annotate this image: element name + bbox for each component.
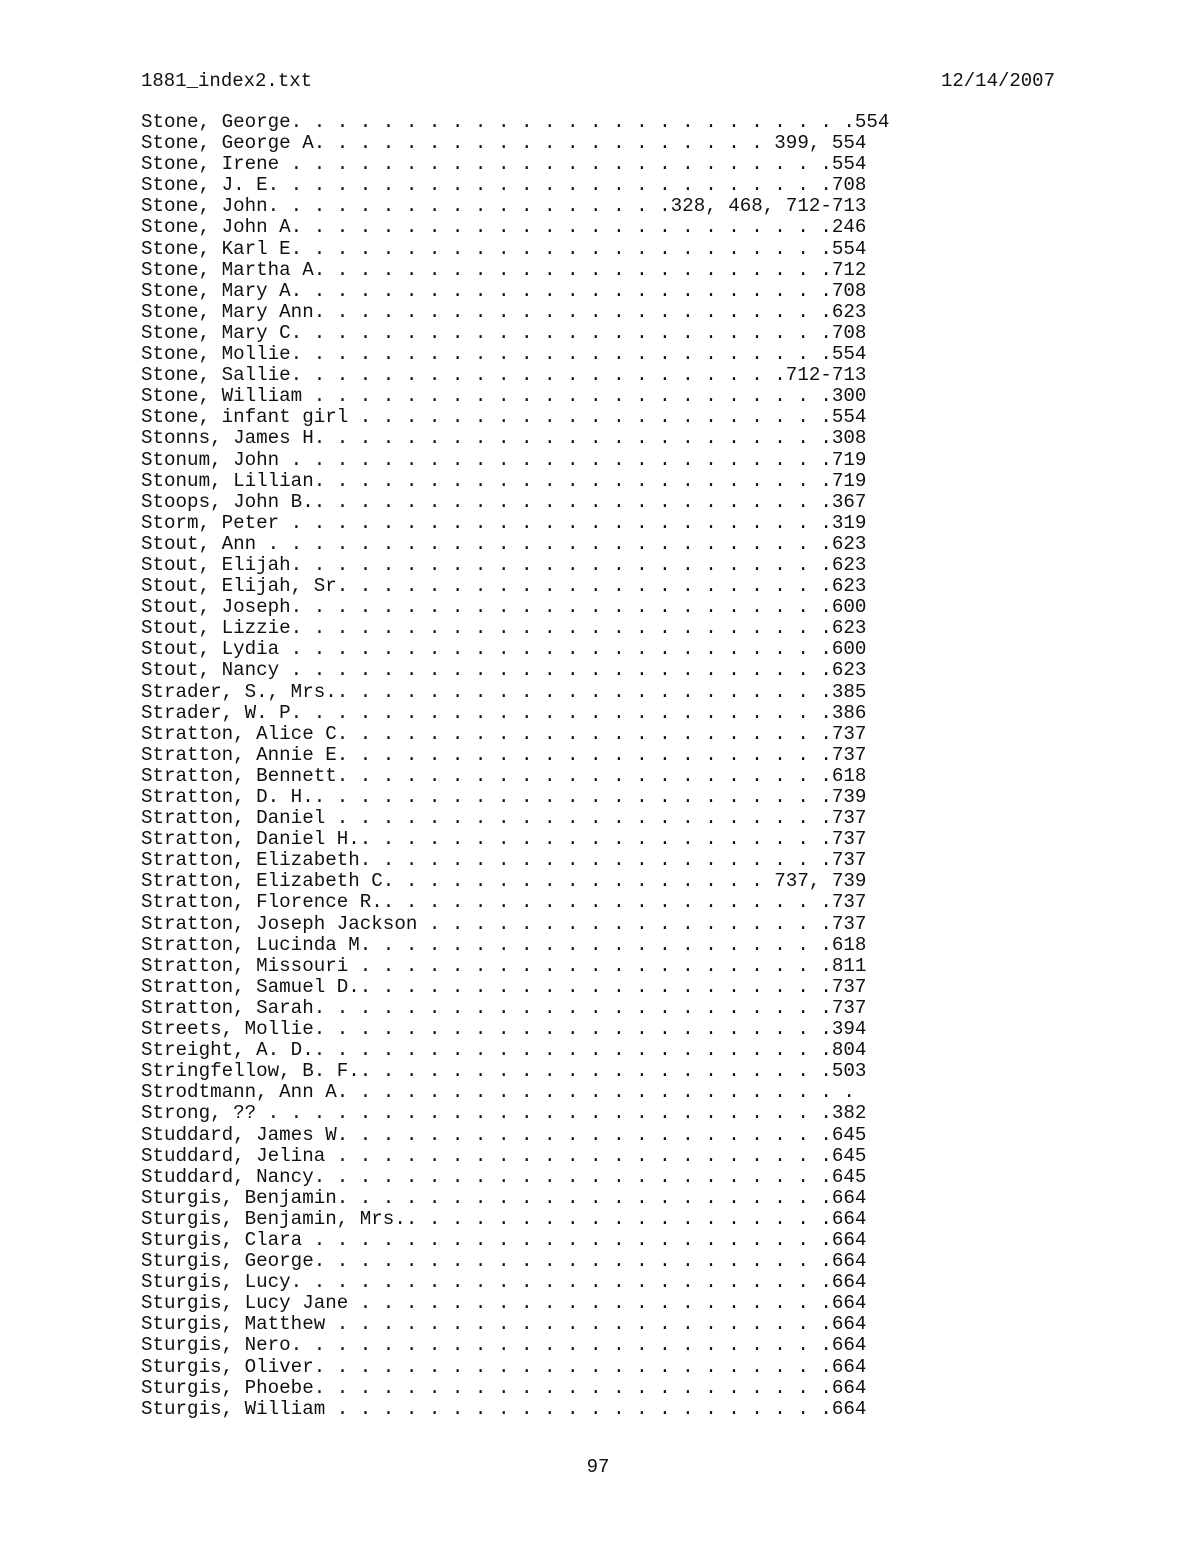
index-entry: Stoops, John B.. . . . . . . . . . . . . . . . . . . . . . .367 [141,490,867,513]
index-entry: Sturgis, William . . . . . . . . . . . . . . . . . . . . . .664 [141,1397,867,1420]
index-entry: Studdard, Jelina . . . . . . . . . . . . . . . . . . . . . .645 [141,1144,867,1167]
index-entry: Stratton, Alice C. . . . . . . . . . . . . . . . . . . . . .737 [141,722,867,745]
index-entry: Stonum, Lillian. . . . . . . . . . . . . . . . . . . . . . .719 [141,469,867,492]
index-entry: Sturgis, Nero. . . . . . . . . . . . . . . . . . . . . . . .664 [141,1334,867,1357]
index-entry: Stratton, Lucinda M. . . . . . . . . . . . . . . . . . . . .618 [141,933,867,956]
index-entry: Stratton, Annie E. . . . . . . . . . . . . . . . . . . . . .737 [141,743,867,766]
document-date: 12/14/2007 [940,70,1055,92]
index-entry: Stone, infant girl . . . . . . . . . . . . . . . . . . . . .554 [141,406,867,429]
index-entry: Sturgis, Benjamin, Mrs.. . . . . . . . . . . . . . . . . . .664 [141,1207,867,1230]
index-entry: Sturgis, Phoebe. . . . . . . . . . . . . . . . . . . . . . .664 [141,1376,867,1399]
document-filename: 1881_index2.txt [141,70,313,92]
page-number: 97 [586,1456,610,1478]
index-entry: Sturgis, Benjamin. . . . . . . . . . . . . . . . . . . . . .664 [141,1186,867,1209]
index-entry: Sturgis, Clara . . . . . . . . . . . . . . . . . . . . . . .664 [141,1228,867,1251]
index-entry: Stratton, Elizabeth. . . . . . . . . . . . . . . . . . . . .737 [141,849,867,872]
index-entry: Stout, Elijah, Sr. . . . . . . . . . . . . . . . . . . . . .623 [141,575,867,598]
index-entry: Stratton, Samuel D.. . . . . . . . . . . . . . . . . . . . .737 [141,975,867,998]
index-entry: Storm, Peter . . . . . . . . . . . . . . . . . . . . . . . .319 [141,511,867,534]
index-entry: Stone, George A. . . . . . . . . . . . . . . . . . . . 399, 554 [141,132,867,155]
index-entry: Stratton, Bennett. . . . . . . . . . . . . . . . . . . . . .618 [141,764,867,787]
index-entry: Studdard, James W. . . . . . . . . . . . . . . . . . . . . .645 [141,1123,867,1146]
index-entry: Stout, Elijah. . . . . . . . . . . . . . . . . . . . . . . .623 [141,553,867,576]
index-entry: Stone, Martha A. . . . . . . . . . . . . . . . . . . . . . .712 [141,258,867,281]
index-entry: Stout, Lizzie. . . . . . . . . . . . . . . . . . . . . . . .623 [141,617,867,640]
index-entry: Stone, John. . . . . . . . . . . . . . . . . .328, 468, 712-713 [141,195,867,218]
index-entry: Stone, Mary A. . . . . . . . . . . . . . . . . . . . . . . .708 [141,279,867,302]
index-entry: Streight, A. D.. . . . . . . . . . . . . . . . . . . . . . .804 [141,1039,867,1062]
index-entry: Stone, John A. . . . . . . . . . . . . . . . . . . . . . . .246 [141,216,867,239]
index-entry: Streets, Mollie. . . . . . . . . . . . . . . . . . . . . . .394 [141,1018,867,1041]
index-entry: Sturgis, Matthew . . . . . . . . . . . . . . . . . . . . . .664 [141,1313,867,1336]
index-entry: Stone, Mollie. . . . . . . . . . . . . . . . . . . . . . . .554 [141,343,867,366]
index-entry: Stout, Joseph. . . . . . . . . . . . . . . . . . . . . . . .600 [141,596,867,619]
index-entry: Strong, ?? . . . . . . . . . . . . . . . . . . . . . . . . .382 [141,1102,867,1125]
index-entry: Stout, Nancy . . . . . . . . . . . . . . . . . . . . . . . .623 [141,659,867,682]
index-entry: Stone, William . . . . . . . . . . . . . . . . . . . . . . .300 [141,385,867,408]
index-entry: Stout, Ann . . . . . . . . . . . . . . . . . . . . . . . . .623 [141,532,867,555]
page-header [141,68,1055,94]
index-entry: Stratton, Daniel H.. . . . . . . . . . . . . . . . . . . . .737 [141,828,867,851]
index-entry: Stratton, Elizabeth C. . . . . . . . . . . . . . . . . 737, 739 [141,870,867,893]
index-entry: Stratton, Florence R.. . . . . . . . . . . . . . . . . . . .737 [141,891,867,914]
index-entry: Stonns, James H. . . . . . . . . . . . . . . . . . . . . . .308 [141,427,867,450]
index-entry: Sturgis, Lucy. . . . . . . . . . . . . . . . . . . . . . . .664 [141,1271,867,1294]
index-entry: Stout, Lydia . . . . . . . . . . . . . . . . . . . . . . . .600 [141,638,867,661]
index-entry: Stone, Mary Ann. . . . . . . . . . . . . . . . . . . . . . .623 [141,300,867,323]
index-entry: Stratton, Missouri . . . . . . . . . . . . . . . . . . . . .811 [141,954,867,977]
index-entry: Sturgis, Oliver. . . . . . . . . . . . . . . . . . . . . . .664 [141,1355,867,1378]
index-entry: Stone, J. E. . . . . . . . . . . . . . . . . . . . . . . . .708 [141,174,867,197]
index-entry: Strodtmann, Ann A. . . . . . . . . . . . . . . . . . . . . . . [141,1081,855,1104]
index-entry: Strader, S., Mrs.. . . . . . . . . . . . . . . . . . . . . .385 [141,680,867,703]
index-entry: Sturgis, Lucy Jane . . . . . . . . . . . . . . . . . . . . .664 [141,1292,867,1315]
index-entry: Stone, Irene . . . . . . . . . . . . . . . . . . . . . . . .554 [141,153,867,176]
index-entry: Stone, Sallie. . . . . . . . . . . . . . . . . . . . . .712-713 [141,364,867,387]
index-entry: Stone, Karl E. . . . . . . . . . . . . . . . . . . . . . . .554 [141,237,867,260]
index-entry: Stratton, Joseph Jackson . . . . . . . . . . . . . . . . . .737 [141,912,867,935]
index-entry: Stone, George. . . . . . . . . . . . . . . . . . . . . . . . .554 [141,111,890,133]
index-entry: Stringfellow, B. F.. . . . . . . . . . . . . . . . . . . . .503 [141,1060,867,1083]
index-entry: Stratton, Daniel . . . . . . . . . . . . . . . . . . . . . .737 [141,807,867,830]
index-entry: Stonum, John . . . . . . . . . . . . . . . . . . . . . . . .719 [141,448,867,471]
index-entry: Sturgis, George. . . . . . . . . . . . . . . . . . . . . . .664 [141,1250,867,1273]
index-entry: Studdard, Nancy. . . . . . . . . . . . . . . . . . . . . . .645 [141,1165,867,1188]
index-entry: Strader, W. P. . . . . . . . . . . . . . . . . . . . . . . .386 [141,701,867,724]
index-entry: Stratton, D. H.. . . . . . . . . . . . . . . . . . . . . . .739 [141,786,867,808]
index-entry: Stone, Mary C. . . . . . . . . . . . . . . . . . . . . . . .708 [141,321,867,344]
index-list [141,112,889,1420]
index-entry: Stratton, Sarah. . . . . . . . . . . . . . . . . . . . . . .737 [141,996,867,1019]
